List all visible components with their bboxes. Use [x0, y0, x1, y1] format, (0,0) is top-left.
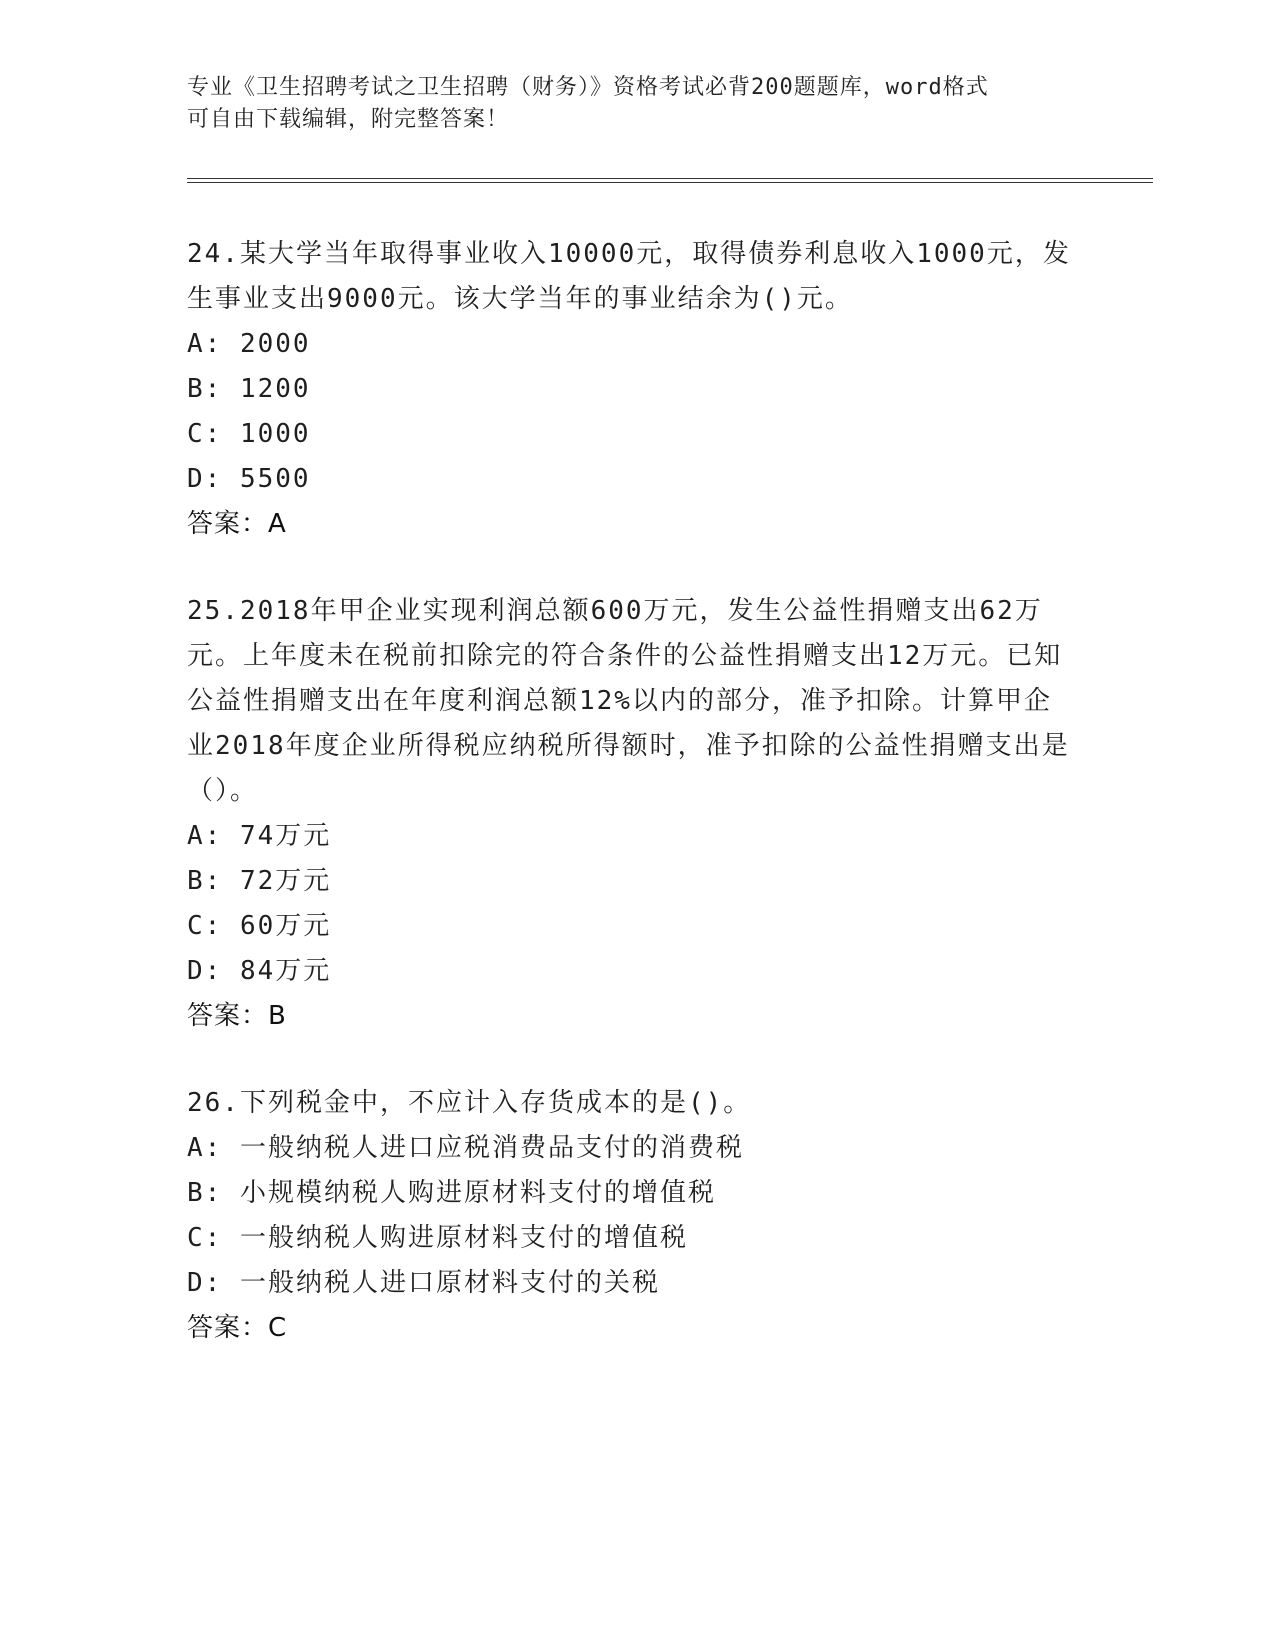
question-26: [187, 1081, 1077, 1351]
option-key: B:: [187, 1178, 223, 1208]
option-text: 5500: [239, 464, 311, 494]
question-24: [187, 232, 1077, 547]
option-text: 一般纳税人进口原材料支付的关税: [239, 1268, 660, 1298]
option-text: 84万元: [239, 956, 332, 986]
option-key: D:: [187, 464, 223, 494]
option-a: [187, 814, 1077, 859]
option-d: [187, 1261, 1077, 1306]
option-b: [187, 859, 1077, 904]
option-key: B:: [187, 374, 223, 404]
option-key: A:: [187, 329, 223, 359]
option-text: 72万元: [239, 866, 332, 896]
option-d: [187, 457, 1077, 502]
question-spacer: [187, 547, 1077, 589]
question-spacer: [187, 1039, 1077, 1081]
option-key: D:: [187, 1268, 223, 1298]
option-key: C:: [187, 419, 223, 449]
option-text: 60万元: [239, 911, 332, 941]
option-d: [187, 949, 1077, 994]
option-c: [187, 1216, 1077, 1261]
question-stem: 25.2018年甲企业实现利润总额600万元，发生公益性捐赠支出62万元。上年度未在税前扣除完的符合条件的公益性捐赠支出12万元。已知公益性捐赠支出在年度利润总额12%以内的部分，准予扣除。计算甲企业2018年度企业所得税应纳税所得额时，准予扣除的公益性捐赠支出是（）。: [187, 596, 1070, 806]
header-divider: [187, 178, 1153, 183]
option-a: [187, 1126, 1077, 1171]
header-line-1: 专业《卫生招聘考试之卫生招聘（财务）》资格考试必背200题题库，word格式: [187, 75, 989, 100]
answer-line: 答案：C: [187, 1313, 288, 1343]
option-text: 1200: [239, 374, 311, 404]
option-key: C:: [187, 1223, 223, 1253]
option-key: D:: [187, 956, 223, 986]
option-a: [187, 322, 1077, 367]
question-25: [187, 589, 1077, 1039]
option-key: B:: [187, 866, 223, 896]
question-list: [187, 232, 1077, 1351]
option-b: [187, 1171, 1077, 1216]
answer-line: 答案：A: [187, 509, 287, 539]
option-key: C:: [187, 911, 223, 941]
option-key: A:: [187, 821, 223, 851]
question-stem: 26.下列税金中，不应计入存货成本的是()。: [187, 1088, 752, 1118]
option-text: 一般纳税人进口应税消费品支付的消费税: [239, 1133, 744, 1163]
option-b: [187, 367, 1077, 412]
option-text: 1000: [239, 419, 311, 449]
option-c: [187, 412, 1077, 457]
header-line-2: 可自由下载编辑，附完整答案！: [187, 107, 510, 132]
option-text: 小规模纳税人购进原材料支付的增值税: [239, 1178, 716, 1208]
option-key: A:: [187, 1133, 223, 1163]
question-stem: 24.某大学当年取得事业收入10000元，取得债券利息收入1000元，发生事业支出9000元。该大学当年的事业结余为()元。: [187, 239, 1071, 314]
option-text: 2000: [239, 329, 311, 359]
option-text: 74万元: [239, 821, 332, 851]
option-text: 一般纳税人购进原材料支付的增值税: [239, 1223, 688, 1253]
answer-line: 答案：B: [187, 1001, 287, 1031]
page-header: [187, 72, 1067, 136]
option-c: [187, 904, 1077, 949]
